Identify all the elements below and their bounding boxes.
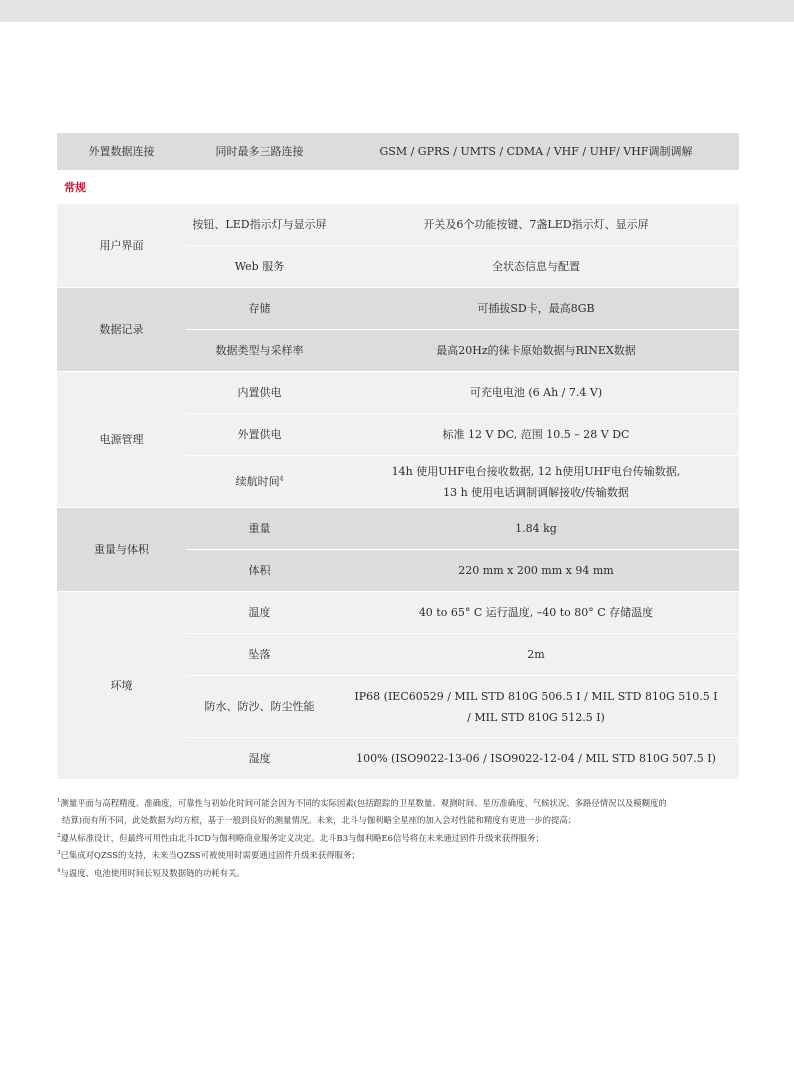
row-label: 湿度 — [186, 738, 333, 780]
footnote-2 — [57, 830, 741, 847]
section-header-general — [57, 171, 739, 205]
top-bar — [0, 0, 794, 22]
row-value: 2m — [333, 634, 739, 676]
table-row — [57, 508, 739, 550]
row-value: 40 to 65° C 运行温度, –40 to 80° C 存储温度 — [333, 592, 739, 634]
row-value: 100% (ISO9022-13-06 / ISO9022-12-04 / MIL STD 810G 507.5 I) — [333, 738, 739, 780]
footnote-marker: 4 — [279, 475, 284, 483]
row-label: Web 服务 — [186, 246, 333, 288]
row-label: 坠落 — [186, 634, 333, 676]
group-label-environment: 环境 — [57, 592, 186, 780]
group-label-ui: 用户界面 — [57, 204, 186, 288]
row-value — [333, 456, 739, 508]
row-value: 220 mm x 200 mm x 94 mm — [333, 550, 739, 592]
row-value-line: 14h 使用UHF电台接收数据, 12 h使用UHF电台传输数据, — [391, 464, 681, 478]
footnote-text: 测量平面与高程精度、准确度，可靠性与初始化时间可能会因为不同的实际因素(包括跟踪的卫星数量、观测时间、星历准确度、气候状况、多路径情况以及模糊度的 — [60, 798, 667, 808]
table-row — [57, 592, 739, 634]
table-row — [57, 372, 739, 414]
row-value-line: / MIL STD 810G 512.5 I) — [467, 710, 605, 724]
footnote-1-continued: 结算)而有所不同，此处数据为均方根，基于一般到良好的测量情况。未来，北斗与伽利略全星座的加入会对性能和精度有更进一步的提高； — [62, 815, 577, 826]
footnote-text: 已集成对QZSS的支持，未来当QZSS可被使用时需要通过固件升级来获得服务； — [60, 850, 360, 861]
row-value-line: 13 h 使用电话调制调解接收/传输数据 — [443, 485, 629, 499]
table-row — [57, 204, 739, 246]
footnote-text: 遵从标准设计，但最终可用性由北斗ICD与伽利略商业服务定义决定。北斗B3与伽利略E6信号将在未来通过固件升级来获得服务； — [60, 832, 544, 843]
table-row-external-data — [57, 133, 739, 171]
footnote-4 — [57, 865, 741, 882]
row-value — [333, 676, 739, 738]
footnote-marker: 4 — [57, 867, 61, 874]
row-value: 开关及6个功能按键、7盏LED指示灯、显示屏 — [333, 204, 739, 246]
row-label: 防水、防沙、防尘性能 — [186, 676, 333, 738]
footnote-3 — [57, 847, 741, 864]
row-value-line: IP68 (IEC60529 / MIL STD 810G 506.5 I / MIL STD 810G 510.5 I — [354, 689, 718, 703]
row-value: 可插拔SD卡，最高8GB — [333, 288, 739, 330]
footnote-marker: 1 — [57, 798, 61, 805]
group-label-power: 电源管理 — [57, 372, 186, 508]
table-row — [57, 288, 739, 330]
footnote-1 — [57, 795, 741, 812]
group-label-weight: 重量与体积 — [57, 508, 186, 592]
row-label: 数据类型与采样率 — [186, 330, 333, 372]
row-label: 重量 — [186, 508, 333, 550]
row-value: 最高20Hz的徕卡原始数据与RINEX数据 — [333, 330, 739, 372]
row-label: 体积 — [186, 550, 333, 592]
footnote-marker: 3 — [57, 850, 61, 857]
row-value: 可充电电池 (6 Ah / 7.4 V) — [333, 372, 739, 414]
row-label: 存储 — [186, 288, 333, 330]
footnote-marker: 2 — [57, 833, 61, 840]
row-value: GSM / GPRS / UMTS / CDMA / VHF / UHF/ VHF调制调解 — [333, 133, 739, 171]
footnotes — [57, 795, 741, 882]
group-label-data-logging: 数据记录 — [57, 288, 186, 372]
footnote-text: 与温度、电池使用时间长短及数据链的功耗有关。 — [60, 867, 245, 878]
row-value: 标准 12 V DC, 范围 10.5 – 28 V DC — [333, 414, 739, 456]
row-label: 按钮、LED指示灯与显示屏 — [186, 204, 333, 246]
row-label: 温度 — [186, 592, 333, 634]
row-value: 1.84 kg — [333, 508, 739, 550]
spec-table — [57, 133, 739, 780]
row-header: 外置数据连接 — [57, 133, 186, 171]
row-label: 内置供电 — [186, 372, 333, 414]
row-label: 同时最多三路连接 — [186, 133, 333, 171]
row-label: 外置供电 — [186, 414, 333, 456]
row-label-text: 续航时间 — [235, 475, 280, 488]
row-label — [186, 456, 333, 508]
section-title: 常规 — [57, 171, 739, 205]
row-value: 全状态信息与配置 — [333, 246, 739, 288]
